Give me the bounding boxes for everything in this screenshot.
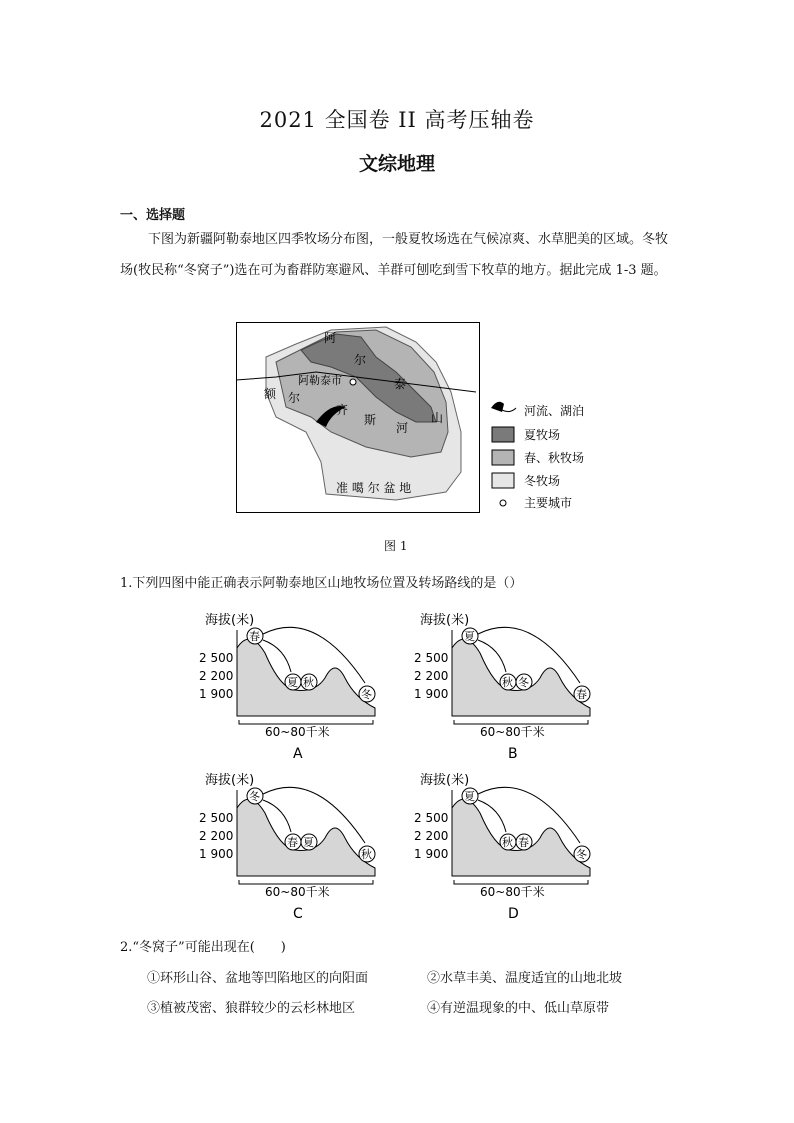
season-label: 冬 bbox=[361, 688, 372, 701]
x-axis-label: 60~80千米 bbox=[480, 885, 545, 899]
intro-text: 下图为新疆阿勒泰地区四季牧场分布图，一般夏牧场选在气候凉爽、水草肥美的区域。冬牧场(牧民称“冬窝子”)选在可为畜群防寒避风、羊群可刨吃到雪下牧草的地方。据此完成 1-3 题。 bbox=[120, 232, 669, 278]
season-label: 夏 bbox=[287, 676, 298, 689]
season-label: 秋 bbox=[502, 676, 513, 689]
migration-arrow bbox=[478, 627, 580, 683]
option-3: ③植被茂密、狼群较少的云杉林地区 bbox=[147, 1001, 356, 1016]
season-label: 冬 bbox=[576, 848, 587, 861]
legend-label: 主要城市 bbox=[524, 496, 573, 510]
legend-label: 春、秋牧场 bbox=[524, 451, 585, 465]
y-axis-label: 海拔(米) bbox=[205, 773, 255, 788]
season-label: 夏 bbox=[303, 836, 314, 849]
map-label: 斯 bbox=[364, 413, 377, 427]
map-label: 齐 bbox=[336, 403, 349, 417]
diagram-grid bbox=[0, 600, 794, 930]
y-tick-label: 2 500 bbox=[199, 651, 234, 665]
elevation-diagram bbox=[414, 612, 590, 762]
y-tick-label: 2 500 bbox=[199, 811, 234, 825]
migration-arrow bbox=[478, 787, 580, 843]
season-label: 秋 bbox=[303, 676, 314, 689]
x-axis-label: 60~80千米 bbox=[265, 725, 330, 739]
distance-bracket bbox=[454, 720, 588, 724]
elevation-diagram bbox=[414, 772, 590, 922]
legend-swatch bbox=[492, 450, 514, 465]
distance-bracket bbox=[239, 720, 373, 724]
page-title: 2021 全国卷 II 高考压轴卷 bbox=[259, 108, 535, 132]
section-heading: 一、选择题 bbox=[120, 208, 186, 223]
option-2: ②水草丰美、温度适宜的山地北坡 bbox=[427, 971, 623, 986]
map-label: 阿勒泰市 bbox=[298, 374, 342, 387]
season-label: 夏 bbox=[464, 790, 475, 803]
map-label: 准 噶 尔 盆 地 bbox=[336, 481, 412, 495]
y-tick-label: 1 900 bbox=[199, 687, 234, 701]
season-label: 秋 bbox=[361, 848, 372, 861]
legend-label: 夏牧场 bbox=[524, 428, 561, 442]
diagram-letter: A bbox=[293, 746, 303, 762]
distance-bracket bbox=[239, 880, 373, 884]
y-axis-label: 海拔(米) bbox=[420, 773, 470, 788]
map-caption: 图 1 bbox=[384, 539, 408, 553]
x-axis-label: 60~80千米 bbox=[480, 725, 545, 739]
elevation-diagram bbox=[199, 612, 375, 762]
intro-paragraph bbox=[120, 224, 680, 286]
question-1-stem: 1.下列四图中能正确表示阿勒泰地区山地牧场位置及转场路线的是（） bbox=[120, 576, 523, 591]
elevation-diagram bbox=[199, 772, 375, 922]
pasture-map bbox=[236, 322, 592, 514]
migration-arrow bbox=[263, 627, 365, 683]
legend-swatch bbox=[492, 427, 514, 442]
y-tick-label: 2 200 bbox=[199, 829, 234, 843]
diagram-letter: B bbox=[508, 746, 518, 762]
y-tick-label: 2 500 bbox=[414, 811, 449, 825]
season-label: 春 bbox=[518, 836, 529, 849]
legend-swatch bbox=[492, 473, 514, 488]
legend-river-line bbox=[502, 408, 516, 412]
season-label: 春 bbox=[287, 836, 298, 849]
city-marker bbox=[350, 379, 356, 385]
map-label: 额 bbox=[264, 387, 277, 401]
map-label: 山 bbox=[431, 411, 444, 425]
map-label: 泰 bbox=[394, 377, 407, 391]
map-label: 尔 bbox=[288, 391, 301, 405]
y-tick-label: 2 500 bbox=[414, 651, 449, 665]
y-axis-label: 海拔(米) bbox=[420, 613, 470, 628]
map-label: 尔 bbox=[354, 353, 367, 367]
legend-label: 冬牧场 bbox=[524, 474, 561, 488]
migration-arrow bbox=[263, 787, 365, 843]
distance-bracket bbox=[454, 880, 588, 884]
page-subtitle: 文综地理 bbox=[358, 153, 435, 175]
y-tick-label: 2 200 bbox=[199, 669, 234, 683]
season-label: 冬 bbox=[518, 676, 529, 689]
option-1: ①环形山谷、盆地等凹陷地区的向阳面 bbox=[147, 971, 369, 986]
diagram-letter: D bbox=[508, 906, 519, 922]
map-label: 河 bbox=[396, 421, 409, 435]
x-axis-label: 60~80千米 bbox=[265, 885, 330, 899]
map-label: 阿 bbox=[324, 331, 337, 345]
y-tick-label: 2 200 bbox=[414, 669, 449, 683]
question-2-stem: 2.“冬窝子”可能出现在( ) bbox=[120, 940, 286, 955]
diagram-letter: C bbox=[293, 906, 303, 922]
y-tick-label: 1 900 bbox=[199, 847, 234, 861]
y-tick-label: 1 900 bbox=[414, 847, 449, 861]
season-label: 春 bbox=[576, 688, 587, 701]
legend-city-icon bbox=[500, 500, 506, 506]
map-legend bbox=[491, 402, 584, 510]
y-tick-label: 2 200 bbox=[414, 829, 449, 843]
option-4: ④有逆温现象的中、低山草原带 bbox=[427, 1001, 610, 1016]
season-label: 春 bbox=[249, 630, 260, 643]
season-label: 冬 bbox=[249, 790, 260, 803]
y-axis-label: 海拔(米) bbox=[205, 613, 255, 628]
y-tick-label: 1 900 bbox=[414, 687, 449, 701]
season-label: 夏 bbox=[464, 630, 475, 643]
season-label: 秋 bbox=[502, 836, 513, 849]
legend-label: 河流、湖泊 bbox=[524, 404, 585, 418]
